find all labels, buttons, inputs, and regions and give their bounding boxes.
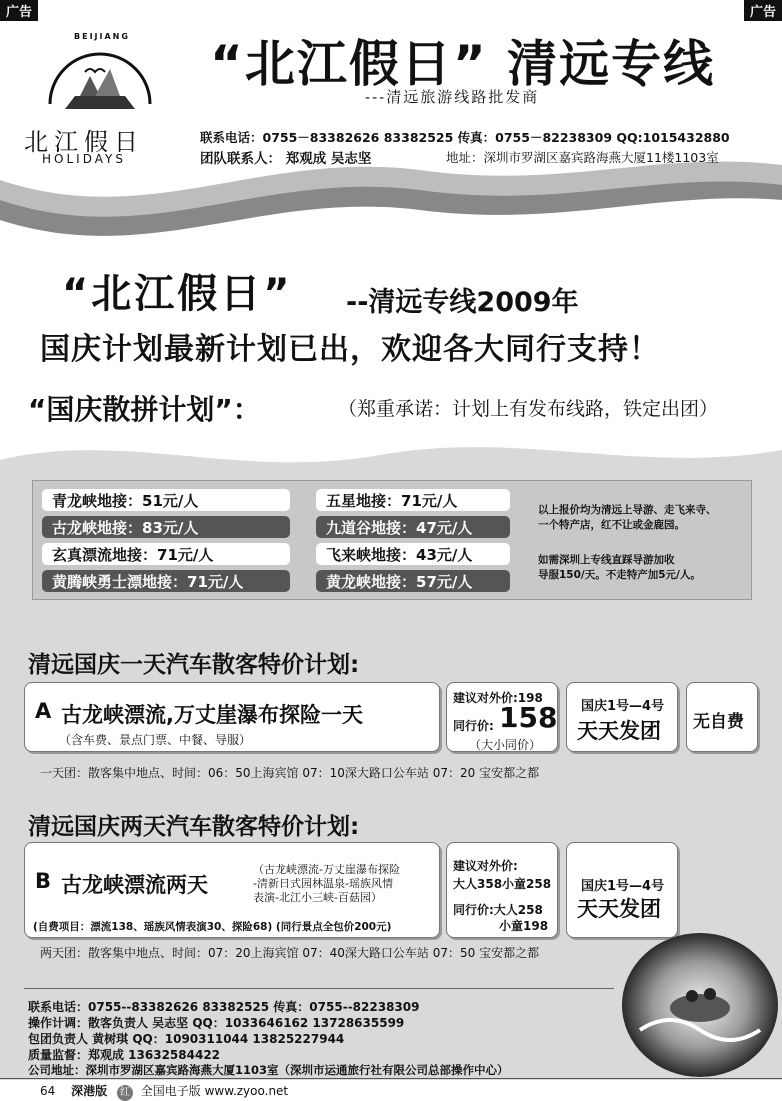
footer-address: 公司地址：深圳市罗湖区嘉宾路海燕大厦1103室（深圳市运通旅行社有限公司总部操作中心） [28, 1063, 509, 1077]
route-b-meeting: 两天团：散客集中地点、时间：07：20上海宾馆 07：40深大路口公车站 07：50 宝安都之都 [40, 946, 540, 960]
pickup-price-item: 黄腾峡勇士漂地接：71元/人 [42, 570, 290, 592]
route-a-includes: （含车费、景点门票、中餐、导服） [59, 733, 252, 747]
route-a-price-card [446, 682, 558, 752]
route-a-extra-card [686, 682, 758, 752]
route-b-card [24, 842, 440, 938]
route-b-letter: B [35, 869, 52, 893]
footer-phone: 联系电话：0755--83382626 83382525 传真：0755--82238309 [28, 1000, 420, 1014]
header-address: 地址：深圳市罗湖区嘉宾路海燕大厦11楼1103室 [446, 150, 719, 165]
footer-divider [24, 988, 614, 989]
route-a-market-price: 建议对外价:198 [453, 691, 543, 705]
route-a-card [24, 682, 440, 752]
route-a-dates: 国庆1号—4号 [581, 699, 665, 714]
footer-ops-2: 包团负责人 黄树琪 QQ：1090311044 13825227944 [28, 1032, 345, 1046]
route-a-child-note: （大小同价） [469, 738, 542, 752]
section-b-title: 清远国庆两天汽车散客特价计划: [28, 814, 360, 840]
pickup-note-1b: 一个特产店，红不让或金鹿园。 [538, 519, 685, 531]
route-a-peer-price: 158 [499, 701, 558, 734]
route-a-date-card [566, 682, 678, 752]
logo-en-name: HOLIDAYS [42, 152, 126, 166]
plan-promise: （郑重承诺：计划上有发布线路，铁定出团） [338, 398, 719, 420]
pickup-note-2a: 如需深圳上专线直踩导游加收 [538, 554, 675, 566]
route-a-meeting: 一天团：散客集中地点、时间：06：50上海宾馆 07：10深大路口公车站 07：20 宝安都之都 [40, 766, 540, 780]
site-link[interactable]: 全国电子版 www.zyoo.net [140, 1084, 289, 1098]
pickup-note-1a: 以上报价均为清远上导游、走飞来寺、 [538, 504, 717, 516]
headline-line1-rest: --清远专线2009年 [346, 287, 579, 318]
route-b-peer-child: 小童198 [499, 919, 549, 933]
footer-quality: 质量监督：郑观成 13632584422 [28, 1048, 221, 1062]
pickup-price-item: 五星地接：71元/人 [316, 489, 510, 511]
route-b-price-card [446, 842, 558, 938]
footer-ops-1: 操作计调：散客负责人 吴志坚 QQ：1033646162 13728635599 [28, 1016, 405, 1030]
route-a-letter: A [35, 699, 52, 723]
ad-tag-left: 广告 [0, 0, 38, 21]
pickup-price-item: 玄真漂流地接：71元/人 [42, 543, 290, 565]
route-a-peer-label: 同行价: [453, 719, 494, 733]
company-logo [24, 32, 160, 166]
route-b-departure: 天天发团 [577, 897, 661, 921]
route-b-itinerary-3: 表演-北江小三峡-百菇园） [253, 891, 382, 904]
route-a-departure: 天天发团 [577, 719, 661, 743]
route-b-itinerary-1: （古龙峡漂流-万丈崖瀑布探险 [253, 863, 400, 876]
route-b-self-pay: (自费项目：漂流138、瑶族风情表演30、探险68) (同行景点全包价200元) [33, 921, 392, 933]
pickup-price-item: 九道谷地接：47元/人 [316, 516, 510, 538]
route-b-itinerary-2: -清新日式园林温泉-瑶族风情 [253, 877, 393, 890]
ad-tag-right: 广告 [744, 0, 782, 21]
logo-cn-name: 北江假日 [24, 128, 144, 156]
pickup-note-2b: 导服150/天。不走特产加5元/人。 [538, 569, 701, 581]
route-b-dates: 国庆1号—4号 [581, 879, 665, 894]
pickup-price-item: 黄龙峡地接：57元/人 [316, 570, 510, 592]
pickup-price-item: 古龙峡地接：83元/人 [42, 516, 290, 538]
route-a-extra: 无自费 [693, 712, 744, 732]
logo-arc-text: BEIJIANG [74, 32, 130, 41]
route-a-name: 古龙峡漂流,万丈崖瀑布探险一天 [61, 703, 363, 727]
route-b-peer-adult: 同行价:大人258 [453, 903, 543, 917]
brand-subtitle: ---清远旅游线路批发商 [365, 88, 540, 106]
section-a-title: 清远国庆一天汽车散客特价计划: [28, 652, 360, 678]
header-contact-line: 联系电话：0755－83382626 83382525 传真：0755－82238309 QQ:1015432880 [200, 130, 730, 145]
header-team-contacts: 团队联系人： 郑观成 吴志坚 [200, 151, 372, 167]
pickup-price-item: 飞来峡地接：43元/人 [316, 543, 510, 565]
route-b-market-label: 建议对外价: [453, 859, 518, 873]
plan-title: “国庆散拼计划”： [28, 393, 261, 426]
page-number: 64 [40, 1084, 56, 1098]
rafting-photo [620, 930, 780, 1080]
page-bottom-bar [0, 1078, 782, 1100]
headline-line2: 国庆计划最新计划已出，欢迎各大同行支持！ [40, 332, 660, 367]
pickup-price-item: 青龙峡地接：51元/人 [42, 489, 290, 511]
headline-brand: “北江假日” [62, 271, 293, 317]
brand-title: “北江假日” 清远专线 [210, 35, 716, 93]
edition-label: 深港版 [71, 1084, 108, 1098]
edition-badge: 红 [117, 1085, 133, 1101]
route-b-name: 古龙峡漂流两天 [61, 873, 208, 897]
route-b-market-price: 大人358小童258 [453, 877, 552, 891]
route-b-date-card [566, 842, 678, 938]
